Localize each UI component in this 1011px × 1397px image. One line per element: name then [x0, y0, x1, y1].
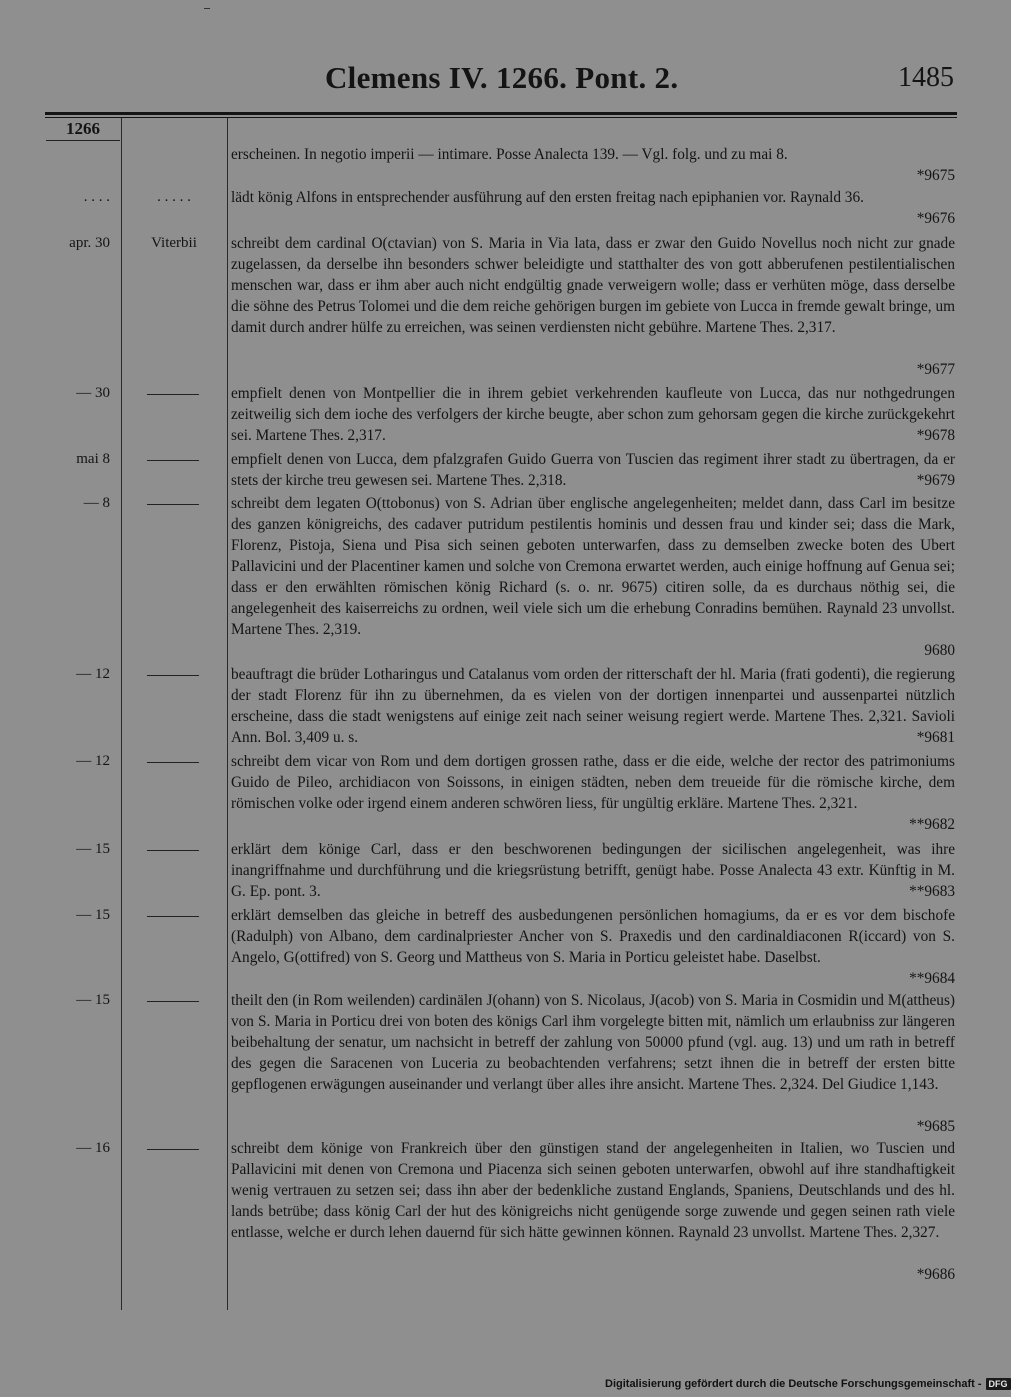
entry-body: schreibt dem könige von Frankreich über den günstigen stand der angelegenheiten in Italien, wo Tuscien und Pallavicini mit denen von Cremona und Piacenza sich seinen geboten unterwarfen, obwohl auf ihre standhaftigkeit wenig vertrauen zu setzen sei; dass ihn aber der bedenkliche zustand Englands, Spaniens, Deutschlands und des hl. lands betrübe; dass könig Carl der hut des königreichs nicht genügende sorge zuwende und gegen seinen rath viele entlasse, welche er durch lehen dauernd für sich hätte gewinnen können. Raynald 23 unvollst. Martene Thes. 2,327.	[231, 1140, 955, 1241]
entry-text	[231, 187, 955, 227]
year-label: 1266	[46, 118, 120, 141]
entry-body: empfielt denen von Lucca, dem pfalzgrafen Guido Guerra von Tuscien das regiment ihrer stadt zu übertragen, da er stets der kirche treu gewesen sei. Martene Thes. 2,318.	[231, 451, 955, 489]
entry-text	[231, 839, 955, 902]
entry-text	[231, 990, 955, 1135]
entry-number: *9686	[916, 1266, 955, 1283]
entry-number: **9683	[909, 883, 955, 900]
entry-text	[231, 449, 955, 491]
place-ditto-dash	[147, 504, 199, 505]
credit-text: Digitalisierung gefördert durch die Deutsche Forschungsgemeinschaft -	[605, 1378, 982, 1390]
entry-text	[231, 664, 955, 748]
place-ditto-dash	[147, 675, 199, 676]
entry-date: — 30	[76, 385, 110, 401]
entry-body: beauftragt die brüder Lotharingus und Catalanus vom orden der ritterschaft der hl. Maria (frati godenti), die regierung der stadt Florenz für ihn zu übernehmen, da es vielen von der dortigen innenpartei und aussenpartei nützlich erscheine, dass die stadt wenigstens auf einige zeit nach seiner weisung regiert werde. Martene Thes. 2,321. Savioli Ann. Bol. 3,409 u. s.	[231, 666, 955, 746]
entry-number: **9684	[909, 970, 955, 987]
entry-number: *9681	[916, 729, 955, 746]
entry-place: Viterbii	[151, 235, 197, 251]
entry-text	[231, 751, 955, 833]
page-number: 1485	[898, 62, 954, 93]
entry-date: — 8	[83, 495, 110, 511]
entry-date: . . . .	[83, 189, 110, 205]
entry-date: apr. 30	[69, 235, 110, 251]
entry-body: theilt den (in Rom weilenden) cardinälen J(ohann) von S. Nicolaus, J(acob) von S. Maria in Cosmidin und M(attheus) von S. Maria in Porticu drei von boten des königs Carl ihm vorgelegte bitten mit, nämlich um erlaubniss zur längeren beibehaltung der senatur, um nachsicht in betreff der zahlung von 50000 pfund (vgl. aug. 13) und um rath in betreff des gegen die Saracenen von Luceria zu beobachtenden verfahrens; setzt ihnen die in betreff der ersten bitte gepflogenen erwägungen auseinander und verlangt über alles ihre ansicht. Martene Thes. 2,324. Del Giudice 1,143.	[231, 992, 955, 1093]
entry-body: erscheinen. In negotio imperii — intimare. Posse Analecta 139. — Vgl. folg. und zu mai 8.	[231, 146, 788, 163]
entry-date: — 15	[76, 841, 110, 857]
entry-date: — 15	[76, 992, 110, 1008]
entry-body: empfielt denen von Montpellier die in ihrem gebiet verkehrenden kaufleute von Lucca, das nur nothgedrungen zeitweilig sich dem ioche des verfolgers der kirche beugte, aber schon zum gehorsam gegen die kirche zurückgekehrt sei. Martene Thes. 2,317.	[231, 385, 955, 444]
entry-date: mai 8	[76, 451, 110, 467]
entry-date: — 12	[76, 666, 110, 682]
entry-number: *9676	[916, 210, 955, 227]
entry-number: **9682	[909, 816, 955, 833]
column-divider-date	[121, 118, 122, 1310]
entry-number: 9680	[924, 642, 955, 659]
entry-number: *9679	[916, 472, 955, 489]
place-ditto-dash	[147, 1001, 199, 1002]
entry-number: *9685	[916, 1118, 955, 1135]
scan-mark	[204, 8, 210, 9]
place-ditto-dash	[147, 460, 199, 461]
place-ditto-dash	[147, 394, 199, 395]
entry-text	[231, 144, 955, 184]
page-header	[0, 60, 1000, 100]
place-ditto-dash	[147, 916, 199, 917]
entry-body: schreibt dem vicar von Rom und dem dortigen grossen rathe, dass er die eide, welche der rector des patrimoniums Guido de Pileo, archidiacon von Soissons, in einigen städten, neben dem treueide für die römische kirche, dem römischen volke oder irgend einem anderen schwören liess, für ungültig erkläre. Martene Thes. 2,321.	[231, 753, 955, 812]
place-ditto-dash	[147, 762, 199, 763]
header-rule-thin	[45, 117, 957, 118]
header-rule-thick	[45, 112, 957, 115]
entry-body: schreibt dem cardinal O(ctavian) von S. Maria in Via lata, dass er zwar den Guido Novellus noch nicht zur gnade zugelassen, da derselbe ihn besonders schwer beleidigte und statthalter des von gott abberufenen pestilentialischen menschen war, dass er ihm aber auch nicht endgültig gnade verweigern wolle; dass er verhüten möge, dass derselbe die söhne des Petrus Tolomei und die dem reiche gehörigen burgen im gebiete von Lucca in fremde gewalt bringe, um damit durch andrer hülfe zu erreichen, was seinen verdiensten nicht gebühre. Martene Thes. 2,317.	[231, 235, 955, 336]
entry-text	[231, 493, 955, 659]
entry-date: — 16	[76, 1140, 110, 1156]
place-ditto-dash	[147, 850, 199, 851]
entry-body: lädt könig Alfons in entsprechender ausführung auf den ersten freitag nach epiphanien vor. Raynald 36.	[231, 189, 864, 206]
entry-text	[231, 905, 955, 987]
entry-number: *9677	[916, 361, 955, 378]
place-ditto-dash	[147, 1149, 199, 1150]
dfg-logo: DFG	[986, 1378, 1011, 1390]
digitization-credit	[605, 1378, 1011, 1390]
entry-date: — 12	[76, 753, 110, 769]
page-title: Clemens IV. 1266. Pont. 2.	[325, 60, 679, 95]
entry-text	[231, 233, 955, 378]
entry-body: erklärt dem könige Carl, dass er den beschworenen bedingungen der sicilischen angelegenheit, was ihre inangriffnahme und durchführung und die kriegsrüstung betrifft, genügt habe. Posse Analecta 43 extr. Künftig in M. G. Ep. pont. 3.	[231, 841, 955, 900]
entry-body: schreibt dem legaten O(ttobonus) von S. Adrian über englische angelegenheiten; meldet dann, dass Carl im besitze des ganzen königreichs, des cadaver putridum pestilentis hominis und dessen frau und kinder sei; dass die Mark, Florenz, Pistoja, Siena und Pisa sich seinen geboten unterwarfen, dass zu demselben zwecke boten des Ubert Pallavicini und der Placentiner kamen und solche von Cremona erwartet werden, auch einige hoffnung auf Genua sei; dass er den erwählten römischen könig Richard (s. o. nr. 9675) citiren solle, da es durchaus nöthig sei, die angelegenheit des kaiserreichs zu ordnen, weil viele sich um die erhebung Conradins bemühen. Raynald 23 unvollst. Martene Thes. 2,319.	[231, 495, 955, 638]
entry-place: . . . . .	[157, 189, 191, 205]
entry-text	[231, 383, 955, 446]
entry-number: *9675	[916, 167, 955, 184]
entry-body: erklärt demselben das gleiche in betreff des ausbedungenen persönlichen homagiums, da er es vor dem bischofe (Radulph) von Albano, dem cardinalpriester Ancher von S. Praxedis und den cardinaldiaconen R(iccard) von S. Angelo, G(ottifred) von S. Georg und Mattheus von S. Maria in Porticu geleistet habe. Daselbst.	[231, 907, 955, 966]
column-divider-place	[227, 118, 228, 1310]
entry-text	[231, 1138, 955, 1283]
entry-date: — 15	[76, 907, 110, 923]
entry-number: *9678	[916, 427, 955, 444]
